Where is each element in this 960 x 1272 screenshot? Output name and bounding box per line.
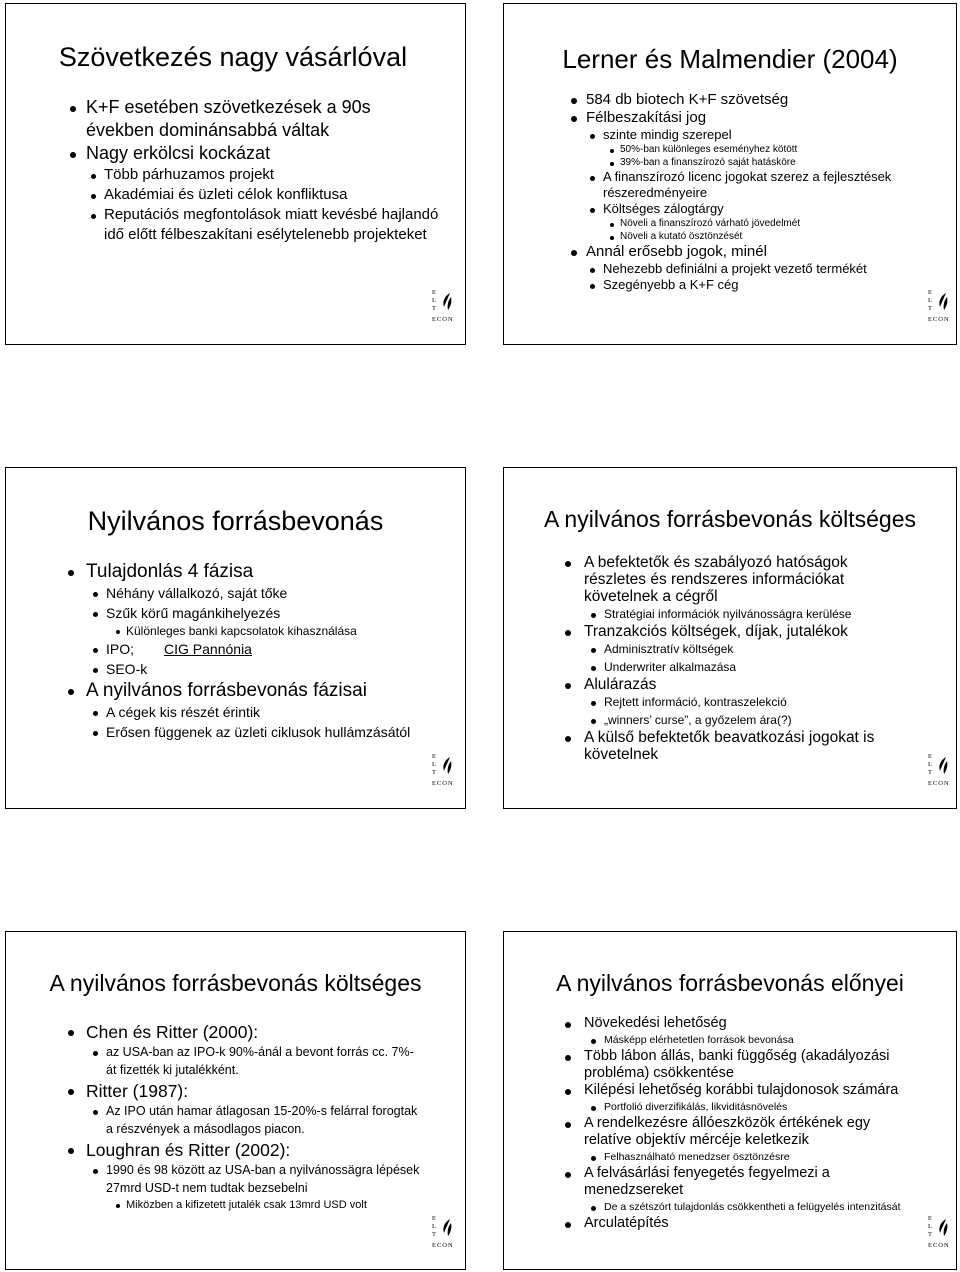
bullet-text: Nagy erkölcsi kockázat <box>86 143 271 163</box>
bullet-text: A felvásárlási fenyegetés fegyelmezi a <box>584 1165 830 1181</box>
bullet-text: 39%-ban a finanszírozó saját hatásköre <box>620 157 796 168</box>
bullet-level-1 <box>504 729 956 746</box>
bullet-level-2 <box>6 1103 465 1121</box>
bullet-level-3 <box>504 156 956 169</box>
bullet-text: Tranzakciós költségek, díjak, jutalékok <box>584 623 848 640</box>
bullet-text: A finanszírozó licenc jogokat szerez a fejlesztések <box>603 169 892 184</box>
leaf-icon <box>938 757 948 775</box>
bullet-text: K+F esetében szövetkezések a 90s <box>86 97 371 117</box>
bullet-level-2 <box>6 165 465 185</box>
bullet-text: Adminisztratív költségek <box>604 642 734 656</box>
slide-title: Lerner és Malmendier (2004) <box>562 44 898 74</box>
logo-econ-text: ECON <box>928 780 950 787</box>
slide-bullet-list <box>6 560 465 742</box>
bullet-text: Chen és Ritter (2000): <box>86 1022 259 1042</box>
bullet-text: szinte mindig szerepel <box>603 127 732 142</box>
bullet-level-2 <box>6 603 465 623</box>
logo-letter: E <box>928 1215 932 1222</box>
slide-title: A nyilvános forrásbevonás előnyei <box>556 970 904 996</box>
bullet-level-2 <box>504 640 956 658</box>
logo-letter: E <box>928 753 932 760</box>
bullet-level-1 <box>6 1138 465 1162</box>
logo-letter: T <box>432 305 436 312</box>
bullet-level-1 <box>504 1115 956 1132</box>
bullet-level-2 <box>504 169 956 185</box>
bullet-continuation <box>504 571 956 588</box>
link-cig-pannonia[interactable]: CIG Pannónia <box>164 641 252 657</box>
bullet-text: Annál erősebb jogok, minél <box>586 243 767 260</box>
bullet-level-3 <box>6 1197 465 1213</box>
bullet-continuation <box>6 1180 465 1198</box>
bullet-level-3 <box>504 217 956 230</box>
bullet-text: a részvények a másodlagos piacon. <box>106 1121 305 1136</box>
bullet-level-1 <box>504 1015 956 1032</box>
bullet-level-1 <box>504 554 956 571</box>
bullet-text: követelnek a cégről <box>584 588 718 605</box>
bullet-level-2 <box>504 658 956 676</box>
bullet-continuation <box>504 1132 956 1149</box>
leaf-icon <box>442 293 452 311</box>
bullet-level-1 <box>6 679 465 702</box>
logo-letters <box>432 1215 436 1239</box>
leaf-icon <box>442 757 452 775</box>
bullet-text: Költséges zálogtárgy <box>603 201 724 216</box>
bullet-level-2 <box>504 693 956 711</box>
bullet-text: Növeli a kutató ösztönzését <box>620 231 743 242</box>
bullet-level-2 <box>504 605 956 623</box>
bullet-text: Nehezebb definiálni a projekt vezető termékét <box>603 261 867 276</box>
bullet-text: IPO; <box>106 641 135 657</box>
logo-letters <box>432 289 436 313</box>
bullet-text: A nyilvános forrásbevonás fázisai <box>86 680 367 701</box>
bullet-text: Loughran és Ritter (2002): <box>86 1140 291 1160</box>
logo-letter: L <box>432 297 436 304</box>
bullet-level-2 <box>6 185 465 205</box>
bullet-text: Erősen függenek az üzleti ciklusok hullámzásától <box>106 724 411 740</box>
bullet-level-3 <box>6 623 465 639</box>
slide-bullet-list <box>504 554 956 763</box>
bullet-level-1 <box>6 560 465 583</box>
bullet-level-1 <box>504 109 956 127</box>
logo-letters <box>928 753 932 777</box>
bullet-level-1 <box>504 243 956 261</box>
bullet-level-2 <box>6 205 465 225</box>
slide-title: A nyilvános forrásbevonás költséges <box>543 506 917 532</box>
elte-econ-logo <box>928 289 954 323</box>
logo-letter: E <box>928 289 932 296</box>
bullet-text: Több párhuzamos projekt <box>104 166 275 183</box>
bullet-continuation <box>504 588 956 605</box>
elte-econ-logo <box>432 289 458 323</box>
bullet-level-1 <box>504 1215 956 1232</box>
bullet-text: SEO-k <box>106 661 148 677</box>
slide-5 <box>5 931 466 1270</box>
bullet-text: 1990 és 98 között az USA-ban a nyilvánossägra lépések <box>106 1163 420 1177</box>
logo-letter: T <box>928 305 932 312</box>
bullet-text: Néhány vállalkozó, saját tőke <box>106 585 288 601</box>
logo-letter: E <box>432 289 436 296</box>
bullet-level-2 <box>6 639 465 659</box>
logo-letter: T <box>432 769 436 776</box>
bullet-text: menedzsereket <box>584 1182 684 1198</box>
elte-econ-logo <box>928 753 954 787</box>
bullet-text: Szűk körű magánkihelyezés <box>106 605 281 621</box>
bullet-text: Alulárazás <box>584 676 657 693</box>
bullet-level-2 <box>504 1199 956 1215</box>
bullet-level-2 <box>504 1032 956 1048</box>
bullet-level-1 <box>504 91 956 109</box>
bullet-text: De a szétszórt tulajdonlás csökkentheti a felügyelés intenzitását <box>604 1201 901 1213</box>
bullet-level-2 <box>6 659 465 679</box>
bullet-level-2 <box>6 583 465 603</box>
bullet-text: A rendelkezésre állóeszközök értékének egy <box>584 1115 871 1131</box>
logo-letter: E <box>432 753 436 760</box>
logo-letter: L <box>432 1223 436 1230</box>
logo-letters <box>928 289 932 313</box>
bullet-level-2 <box>504 261 956 277</box>
bullet-text: A befektetők és szabályozó hatóságok <box>584 554 848 571</box>
slide-3 <box>5 467 466 809</box>
bullet-level-1 <box>6 142 465 165</box>
slide-title: A nyilvános forrásbevonás költséges <box>49 970 422 996</box>
bullet-level-2 <box>6 722 465 742</box>
bullet-level-1 <box>6 1079 465 1103</box>
logo-letter: L <box>432 761 436 768</box>
bullet-level-1 <box>504 1048 956 1065</box>
bullet-level-2 <box>504 277 956 293</box>
bullet-level-2 <box>6 1044 465 1062</box>
bullet-text: Underwriter alkalmazása <box>604 660 737 674</box>
slide-title: Szövetkezés nagy vásárlóval <box>58 42 408 72</box>
bullet-text: Rejtett információ, kontraszelekció <box>604 695 787 709</box>
bullet-text: követelnek <box>584 746 659 763</box>
bullet-text: probléma) csökkentése <box>584 1065 734 1081</box>
logo-econ-text: ECON <box>928 316 950 323</box>
logo-econ-text: ECON <box>432 316 454 323</box>
bullet-text: Portfolió diverzifikálás, likviditásnövelés <box>604 1101 788 1113</box>
slide-title: Nyilvános forrásbevonás <box>87 506 384 536</box>
slide-bullet-list <box>504 1015 956 1232</box>
logo-econ-text: ECON <box>432 780 454 787</box>
bullet-text: részletes és rendszeres információkat <box>584 571 845 588</box>
leaf-icon <box>442 1219 452 1237</box>
bullet-level-1 <box>6 96 465 119</box>
bullet-text: Kilépési lehetőség korábbi tulajdonosok számára <box>584 1082 899 1098</box>
logo-econ-text: ECON <box>928 1242 950 1249</box>
logo-letter: L <box>928 1223 932 1230</box>
logo-econ-text: ECON <box>432 1242 454 1249</box>
logo-letter: L <box>928 297 932 304</box>
bullet-text: Tulajdonlás 4 fázisa <box>86 561 254 582</box>
elte-econ-logo <box>432 1215 458 1249</box>
bullet-text: Másképp elérhetetlen források bevonása <box>604 1034 794 1046</box>
bullet-level-1 <box>504 1165 956 1182</box>
bullet-continuation <box>504 1065 956 1082</box>
bullet-level-2 <box>6 1162 465 1180</box>
bullet-continuation <box>504 746 956 763</box>
bullet-text: 50%-ban különleges eseményhez kötött <box>620 144 798 155</box>
slide-1 <box>5 3 466 345</box>
bullet-text: Reputációs megfontolások miatt kevésbé hajlandó <box>104 206 439 223</box>
bullet-level-1 <box>504 623 956 640</box>
bullet-level-2 <box>504 201 956 217</box>
bullet-level-2 <box>504 127 956 143</box>
slide-6 <box>503 931 957 1270</box>
bullet-text: Félbeszakítási jog <box>586 109 707 126</box>
bullet-text: át fizették ki jutalékként. <box>106 1062 239 1077</box>
logo-letter: T <box>928 1231 932 1238</box>
bullet-level-2 <box>504 1149 956 1165</box>
slide-bullet-list <box>504 91 956 293</box>
leaf-icon <box>938 1219 948 1237</box>
bullet-text: Akadémiai és üzleti célok konfliktusa <box>104 186 348 203</box>
slide-bullet-list <box>6 1020 465 1213</box>
bullet-text: A cégek kis részét érintik <box>106 704 261 720</box>
bullet-level-2 <box>504 711 956 729</box>
logo-letter: E <box>432 1215 436 1222</box>
bullet-text: Felhasználható menedzser ösztönzésre <box>604 1151 790 1163</box>
bullet-text: idő előtt félbeszakítani esélytelenebb projekteket <box>104 226 427 243</box>
bullet-text: Szegényebb a K+F cég <box>603 277 739 292</box>
bullet-text: Több lábon állás, banki függőség (akadályozási <box>584 1048 890 1064</box>
bullet-level-1 <box>6 1020 465 1044</box>
bullet-text: Stratégiai információk nyilvánosságra kerülése <box>604 607 852 621</box>
bullet-text: az USA-ban az IPO-k 90%-ánál a bevont forrás cc. 7%- <box>106 1045 414 1059</box>
bullet-text: Miközben a kifizetett jutalék csak 13mrd USD volt <box>126 1199 367 1211</box>
slide-bullet-list <box>6 96 465 245</box>
slide-4 <box>503 467 957 809</box>
bullet-text: Az IPO után hamar átlagosan 15-20%-s felárral forogtak <box>106 1104 418 1118</box>
logo-letter: T <box>432 1231 436 1238</box>
logo-letters <box>432 753 436 777</box>
bullet-level-2 <box>504 1099 956 1115</box>
bullet-text: Növeli a finanszírozó várható jövedelmét <box>620 218 801 229</box>
bullet-level-1 <box>504 1082 956 1099</box>
bullet-continuation <box>6 1062 465 1080</box>
bullet-text: Ritter (1987): <box>86 1081 189 1101</box>
bullet-continuation <box>6 1121 465 1139</box>
bullet-text: 584 db biotech K+F szövetség <box>586 91 789 108</box>
elte-econ-logo <box>928 1215 954 1249</box>
bullet-text: A külső befektetők beavatkozási jogokat is <box>584 729 875 746</box>
bullet-text: relatíve objektív mércéje keletkezik <box>584 1132 809 1148</box>
bullet-continuation <box>504 185 956 201</box>
logo-letter: T <box>928 769 932 776</box>
leaf-icon <box>938 293 948 311</box>
bullet-continuation <box>504 1182 956 1199</box>
bullet-continuation <box>6 119 465 142</box>
elte-econ-logo <box>432 753 458 787</box>
bullet-text: Növekedési lehetőség <box>584 1015 727 1031</box>
bullet-level-3 <box>504 143 956 156</box>
bullet-continuation <box>6 225 465 245</box>
bullet-text: „winners’ curse”, a győzelem ára(?) <box>604 713 792 727</box>
bullet-text: Arculatépítés <box>584 1215 669 1231</box>
bullet-text: részeredményeire <box>603 185 708 200</box>
bullet-level-1 <box>504 676 956 693</box>
bullet-text: 27mrd USD-t nem tudtak bezsebelni <box>106 1180 308 1195</box>
bullet-level-3 <box>504 230 956 243</box>
bullet-level-2 <box>6 702 465 722</box>
bullet-text: Különleges banki kapcsolatok kihasználása <box>126 624 357 638</box>
logo-letters <box>928 1215 932 1239</box>
slide-2 <box>503 3 957 345</box>
logo-letter: L <box>928 761 932 768</box>
bullet-text: években dominánsabbá váltak <box>86 120 330 140</box>
